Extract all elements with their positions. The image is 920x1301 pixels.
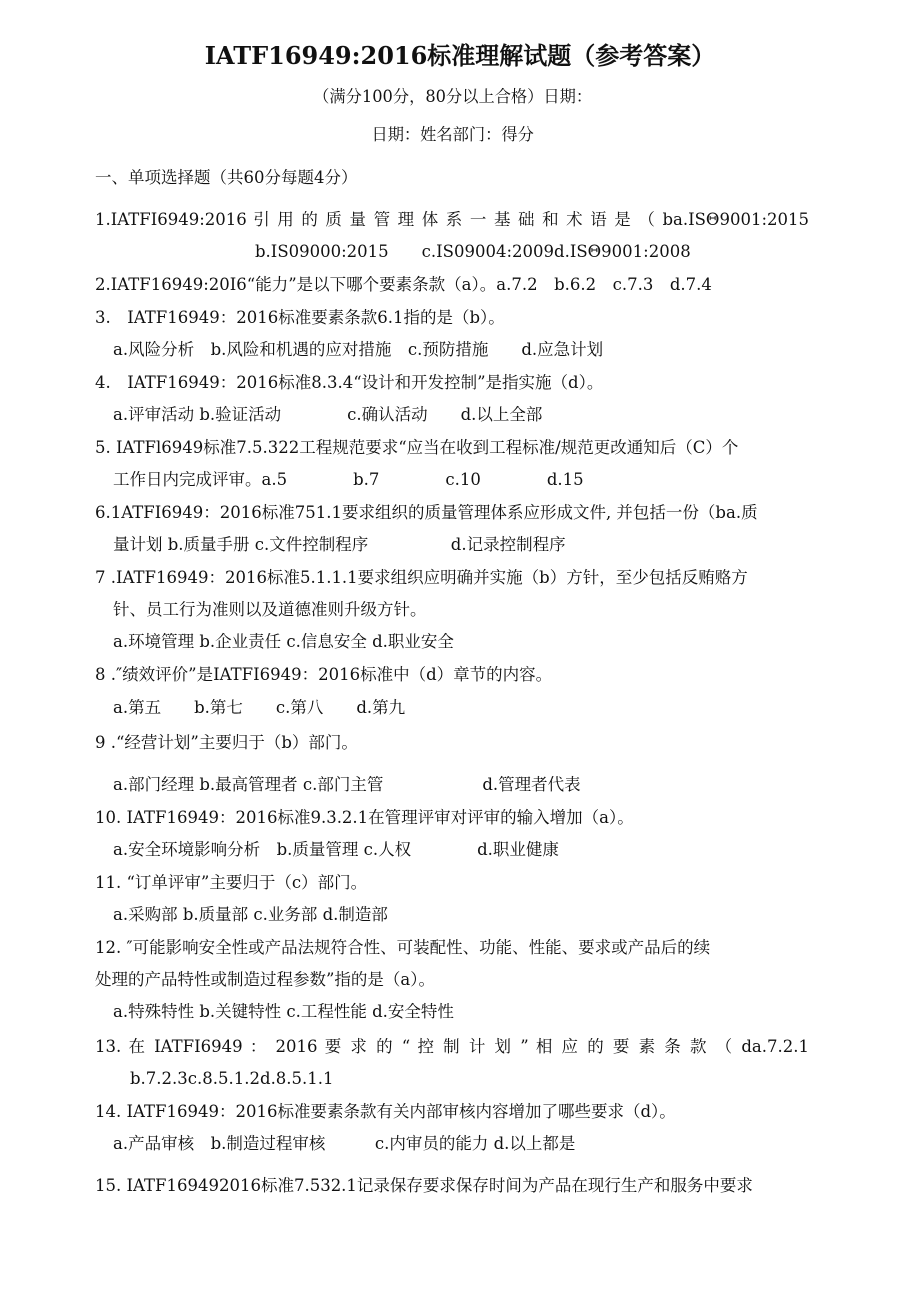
question-11-text: 11. “订单评审”主要归于（c）部门。 (95, 873, 368, 892)
candidate-info: 日期：姓名部门：得分 (371, 125, 534, 144)
question-3-text: 3. IATF16949：2016标准要素条款6.1指的是（b）。 (95, 308, 505, 327)
question-6-text: 6.1ATFI6949：2016标准751.1要求组织的质量管理体系应形成文件, 并包括一份（ba.质 (95, 503, 758, 522)
score-info: （满分100分，80分以上合格）日期： (313, 87, 593, 106)
question-6-options: 量计划 b.质量手册 c.文件控制程序 d.记录控制程序 (113, 535, 566, 554)
question-3-options: a.风险分析 b.风险和机遇的应对措施 c.预防措施 d.应急计划 (113, 340, 604, 359)
question-7-options: a.环境管理 b.企业责任 c.信息安全 d.职业安全 (113, 632, 454, 651)
question-13-text: 13. 在 IATFI6949 ： 2016 要 求 的 “ 控 制 计 划 ” 相 应 的 要 素 条 款 （ da.7.2.1 (95, 1037, 809, 1056)
section-heading: 一、单项选择题（共60分每题4分） (95, 168, 358, 187)
question-5-options: 工作日内完成评审。a.5 b.7 c.10 d.15 (113, 470, 584, 489)
question-9-options: a.部门经理 b.最高管理者 c.部门主管 d.管理者代表 (113, 775, 581, 794)
question-12-options: a.特殊特性 b.关键特性 c.工程性能 d.安全特性 (113, 1002, 454, 1021)
question-4-options: a.评审活动 b.验证活动 c.确认活动 d.以上全部 (113, 405, 543, 424)
question-15-text: 15. IATF169492016标准7.532.1记录保存要求保存时间为产品在现行生产和服务中要求 (95, 1176, 753, 1195)
question-9-text: 9 .“经营计划”主要归于（b）部门。 (95, 733, 358, 752)
question-12-text: 12. ″可能影响安全性或产品法规符合性、可装配性、功能、性能、要求或产品后的续 (95, 938, 711, 957)
question-10-options: a.安全环境影响分析 b.质量管理 c.人权 d.职业健康 (113, 840, 559, 859)
question-14-options: a.产品审核 b.制造过程审核 c.内审员的能力 d.以上都是 (113, 1134, 576, 1153)
question-7-text-cont: 针、员工行为准则以及道德准则升级方针。 (113, 600, 427, 619)
question-12-text-cont: 处理的产品特性或制造过程参数”指的是（a）。 (95, 970, 436, 989)
question-2-text: 2.IATF16949:20I6“能力”是以下哪个要素条款（a）。a.7.2 b.6.2 c.7.3 d.7.4 (95, 275, 712, 294)
question-8-options: a.第五 b.第七 c.第八 d.第九 (113, 698, 406, 717)
question-5-text: 5. IATFl6949标准7.5.322工程规范要求“应当在收到工程标准/规范更改通知后（C）个 (95, 438, 739, 457)
question-4-text: 4. IATF16949：2016标准8.3.4“设计和开发控制”是指实施（d）。 (95, 373, 604, 392)
question-14-text: 14. IATF16949：2016标准要素条款有关内部审核内容增加了哪些要求（d）。 (95, 1102, 676, 1121)
question-10-text: 10. IATF16949：2016标准9.3.2.1在管理评审对评审的输入增加（a）。 (95, 808, 634, 827)
question-13-options: b.7.2.3c.8.5.1.2d.8.5.1.1 (130, 1069, 334, 1088)
question-7-text: 7 .IATF16949：2016标准5.1.1.1要求组织应明确并实施（b）方针，至少包括反贿赂方 (95, 568, 748, 587)
question-1-options: b.IS09000:2015 c.IS09004:2009d.ISΘ9001:2008 (255, 242, 691, 261)
question-1-text: 1.IATFI6949:2016 引 用 的 质 量 管 理 体 系 一 基 础 和 术 语 是 （ ba.ISΘ9001:2015 (95, 210, 809, 229)
page-title: IATF16949:2016标准理解试题（参考答案） (204, 41, 716, 70)
question-11-options: a.采购部 b.质量部 c.业务部 d.制造部 (113, 905, 388, 924)
question-8-text: 8 .″绩效评价”是IATFI6949：2016标准中（d）章节的内容。 (95, 665, 553, 684)
